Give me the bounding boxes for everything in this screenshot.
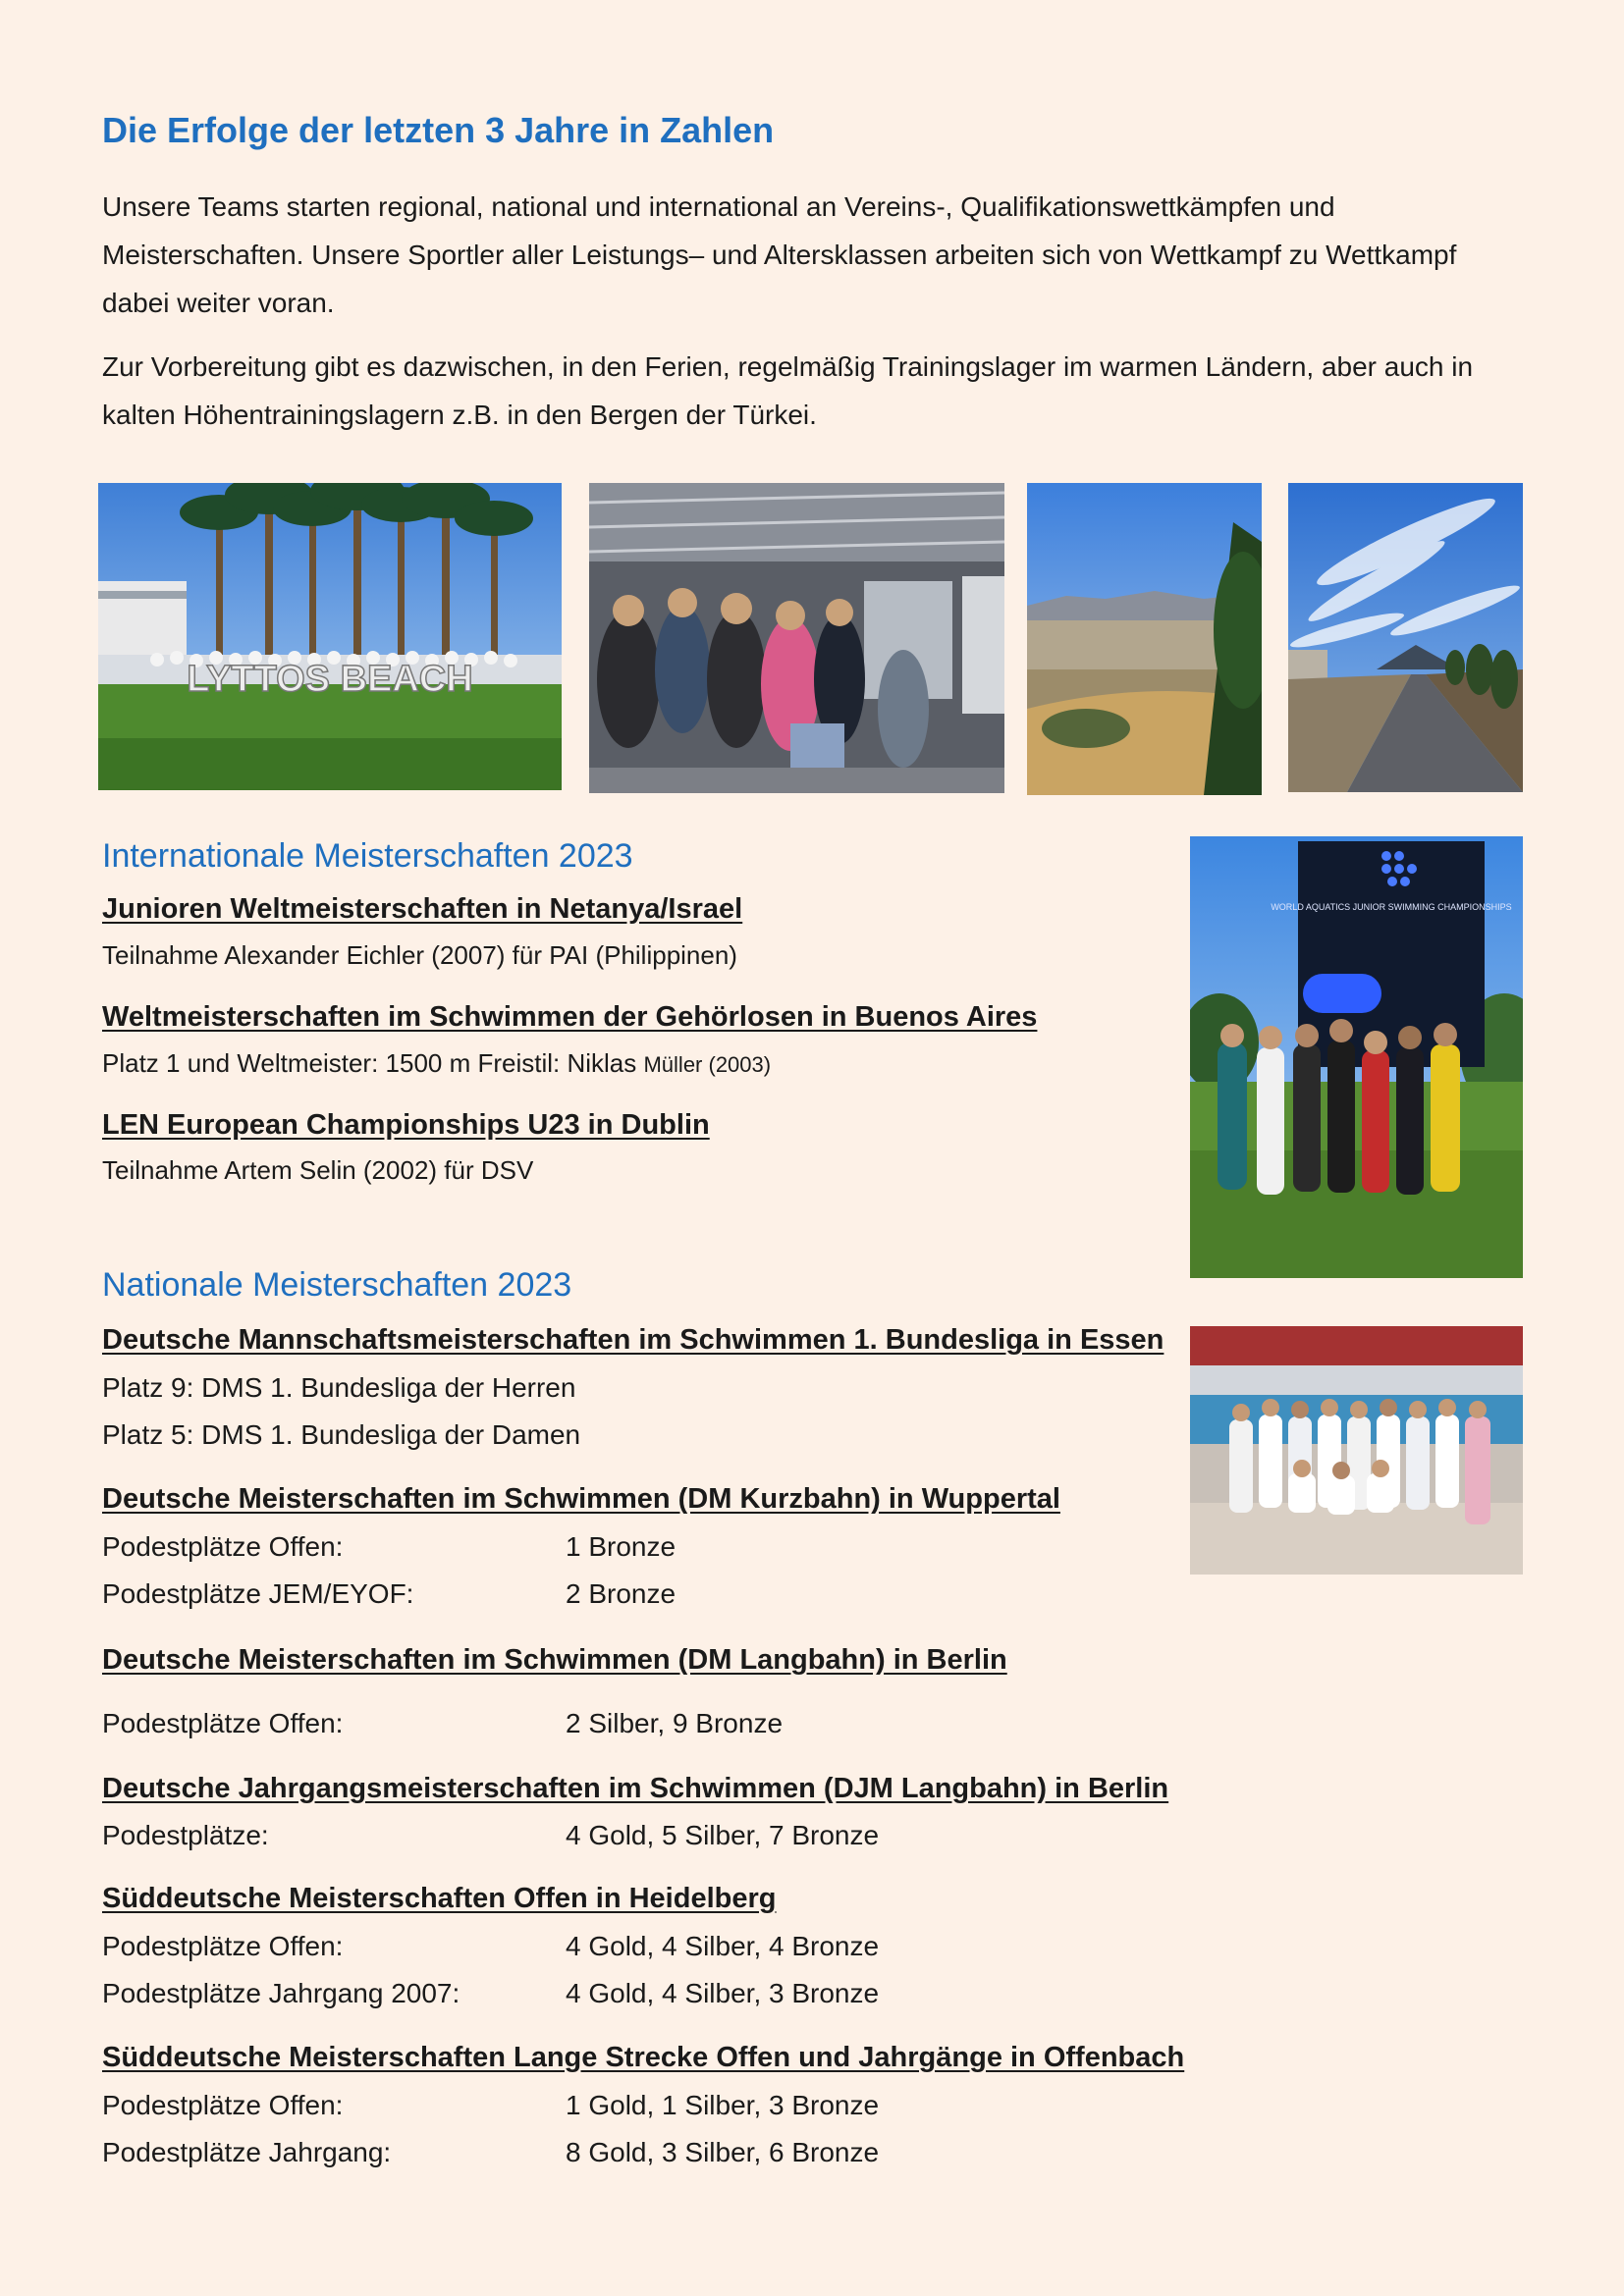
- event-detail: Teilnahme Alexander Eichler (2007) für PAI (Philippinen): [102, 940, 737, 970]
- medal-value: 2 Silber, 9 Bronze: [566, 1708, 784, 1738]
- photo-mountain-valley: [1027, 483, 1262, 795]
- medal-value: 8 Gold, 3 Silber, 6 Bronze: [566, 2137, 880, 2167]
- photo-world-aquatics-image: [1190, 836, 1523, 1278]
- medal-label: Podestplätze Offen:: [102, 1931, 344, 1961]
- event-detail-main: Platz 1 und Weltmeister: 1500 m Freistil: Niklas: [102, 1048, 644, 1078]
- medal-value: 4 Gold, 4 Silber, 4 Bronze: [566, 1931, 880, 1961]
- event-title: Deutsche Meisterschaften im Schwimmen (DM Kurzbahn) in Wuppertal: [102, 1483, 1060, 1515]
- intro-text: [102, 183, 1526, 454]
- medal-value: 2 Bronze: [566, 1578, 677, 1609]
- event-detail: Platz 5: DMS 1. Bundesliga der Damen: [102, 1419, 581, 1450]
- event-title: Junioren Weltmeisterschaften in Netanya/Israel: [102, 893, 743, 925]
- event-title: Deutsche Meisterschaften im Schwimmen (DM Langbahn) in Berlin: [102, 1644, 1007, 1676]
- photo-team-beach-image: [98, 483, 562, 790]
- banner-text: WORLD AQUATICS JUNIOR SWIMMING CHAMPIONSHIPS: [1271, 902, 1512, 912]
- medal-label: Podestplätze Offen:: [102, 2090, 344, 2120]
- medal-label: Podestplätze Jahrgang:: [102, 2137, 392, 2167]
- page-heading: Die Erfolge der letzten 3 Jahre in Zahlen: [102, 110, 775, 150]
- photo-team-pool-image: [1190, 1326, 1523, 1575]
- section-title-national: Nationale Meisterschaften 2023: [102, 1266, 572, 1304]
- photo-road-sky-image: [1288, 483, 1523, 792]
- event-title: Weltmeisterschaften im Schwimmen der Gehörlosen in Buenos Aires: [102, 1001, 1038, 1033]
- medal-value: 4 Gold, 4 Silber, 3 Bronze: [566, 1978, 880, 2008]
- medal-value: 4 Gold, 5 Silber, 7 Bronze: [566, 1820, 880, 1850]
- photo-world-aquatics: [1190, 836, 1523, 1278]
- event-title: Süddeutsche Meisterschaften Offen in Heidelberg: [102, 1883, 777, 1914]
- beach-sign-text: LYTTOS BEACH: [187, 659, 473, 700]
- event-title: LEN European Championships U23 in Dublin: [102, 1109, 710, 1141]
- event-detail: Platz 9: DMS 1. Bundesliga der Herren: [102, 1372, 576, 1403]
- event-detail: Teilnahme Artem Selin (2002) für DSV: [102, 1155, 534, 1185]
- event-detail-small: Müller (2003): [643, 1052, 772, 1077]
- medal-label: Podestplätze JEM/EYOF:: [102, 1578, 414, 1609]
- event-title: Deutsche Mannschaftsmeisterschaften im Schwimmen 1. Bundesliga in Essen: [102, 1324, 1164, 1356]
- intro-paragraph: Unsere Teams starten regional, national und international an Vereins-, Qualifikationswettkämpfen und Meisterschaften. Unsere Sportler aller Leistungs– und Altersklassen arbeiten sich von Wettkampf zu Wettkampf dabei weiter voran.: [102, 191, 1457, 318]
- medal-value: 1 Bronze: [566, 1531, 677, 1562]
- photo-team-pool: [1190, 1326, 1523, 1575]
- photo-airport-image: [589, 483, 1004, 793]
- section-title-international: Internationale Meisterschaften 2023: [102, 837, 633, 875]
- event-title: Deutsche Jahrgangsmeisterschaften im Schwimmen (DJM Langbahn) in Berlin: [102, 1773, 1169, 1804]
- medal-label: Podestplätze Offen:: [102, 1531, 344, 1562]
- photo-airport: [589, 483, 1004, 793]
- photo-road-sky: [1288, 483, 1523, 792]
- medal-label: Podestplätze Offen:: [102, 1708, 344, 1738]
- intro-paragraph: Zur Vorbereitung gibt es dazwischen, in den Ferien, regelmäßig Trainingslager im warmen Ländern, aber auch in kalten Höhentrainingslagern z.B. in den Bergen der Türkei.: [102, 351, 1474, 430]
- photo-mountain-valley-image: [1027, 483, 1262, 795]
- event-detail: [102, 1048, 771, 1079]
- photo-team-beach: [98, 483, 562, 790]
- event-title: Süddeutsche Meisterschaften Lange Strecke Offen und Jahrgänge in Offenbach: [102, 2042, 1185, 2073]
- medal-label: Podestplätze:: [102, 1820, 269, 1850]
- medal-value: 1 Gold, 1 Silber, 3 Bronze: [566, 2090, 880, 2120]
- medal-label: Podestplätze Jahrgang 2007:: [102, 1978, 460, 2008]
